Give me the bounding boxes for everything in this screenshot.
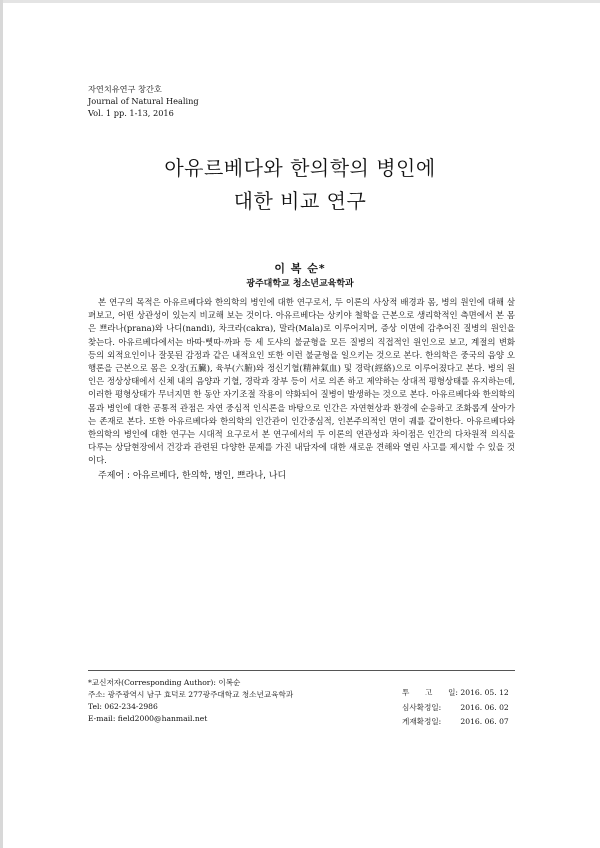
author-name: 이 복 순* <box>274 262 326 275</box>
date-label: 심사확정일: <box>402 702 442 712</box>
date-label: 투 고 일: <box>402 688 458 697</box>
journal-volume: Vol. 1 pp. 1-13, 2016 <box>88 108 174 118</box>
page-border-top <box>0 0 600 3</box>
date-row-received <box>402 686 509 701</box>
footnote-author: *교신저자(Corresponding Author): 이복순 <box>88 678 241 687</box>
keywords: 주제어 : 아유르베다, 한의학, 병인, 쁘라나, 나디 <box>98 471 287 481</box>
author-affiliation: 광주대학교 청소년교육학과 <box>246 279 354 289</box>
journal-header <box>88 83 199 119</box>
paper-title-line-1: 아유르베다와 한의학의 병인에 <box>164 156 436 180</box>
journal-name-english: Journal of Natural Healing <box>88 96 199 106</box>
abstract-paragraph: 본 연구의 목적은 아유르베다와 한의학의 병인에 대한 연구로서, 두 이론의 사상적 배경과 몸, 병의 원인에 대해 살펴보고, 어떤 상관성이 있는지 비교해 보는 것이다. 아유르베다는 상키야 철학을 근본으로 생리학적인 측면에서 본 몸은 쁘라나(prana)와 나디(nandi), 차크라(cakra), 말라(Mala)로 이루어지며, 증상 이면에 감추어진 질병의 원인을 찾는다. 아유르베다에서는 바따·삣따·까파 등 세 도샤의 불균형을 모든 질병의 직접적인 원인으로 보고, 계절의 변화 등의 외적요인이나 잘못된 감정과 같은 내적요인 또한 이런 불균형을 일으키는 것으로 본다. 한의학은 중국의 음양 오행론을 근본으로 몸은 오장(五臟), 육부(六腑)와 정신기혈(精神氣血) 및 경락(經絡)으로 이루어졌다고 본다. 병의 원인은 정상상태에서 신체 내의 음양과 기혈, 경락과 장부 등이 서로 의존 하고 제약하는 상대적 평형상태를 유지하는데, 이러한 평형상태가 무너지면 한 동안 자기조절 작용이 약화되어 질병이 발생하는 것으로 본다. 아유르베다와 한의학의 몸과 병인에 대한 공통적 관점은 자연 중심적 인식론을 바탕으로 인간은 자연현상과 환경에 순응하고 조화롭게 살아가는 존재로 본다. 또한 아유르베다와 한의학의 인간관이 인간중심적, 인본주의적인 면이 궤를 같이한다. 아유르베다와 한의학의 병인에 대한 연구는 시대적 요구로서 본 연구에서의 두 이론의 연관성과 차이점은 인간의 다차원적 의식을 다루는 상담현장에서 건강과 관련된 다양한 문제를 가진 내담자에 대한 새로운 견해와 열린 사고를 제시할 수 있을 것이다. <box>88 297 515 466</box>
footnote-email: E-mail: field2000@hanmail.net <box>88 714 208 723</box>
date-value: 2016. 06. 07 <box>460 717 509 726</box>
date-row-accepted <box>402 715 509 730</box>
date-row-reviewed <box>402 701 509 716</box>
date-value: 2016. 06. 02 <box>460 702 509 712</box>
paper-title-line-2: 대한 비교 연구 <box>233 189 367 213</box>
manuscript-dates <box>402 686 509 730</box>
date-value: 2016. 05. 12 <box>460 688 509 697</box>
date-label: 게재확정일: <box>402 717 442 726</box>
footnote-divider <box>88 670 515 671</box>
corresponding-author-footnote <box>88 677 293 725</box>
footnote-phone: Tel: 062-234-2986 <box>88 702 158 711</box>
page-border-left <box>0 0 3 848</box>
footnote-address: 주소: 광주광역시 남구 효덕로 277광주대학교 청소년교육학과 <box>88 690 294 699</box>
journal-name-korean: 자연치유연구 창간호 <box>88 84 162 94</box>
